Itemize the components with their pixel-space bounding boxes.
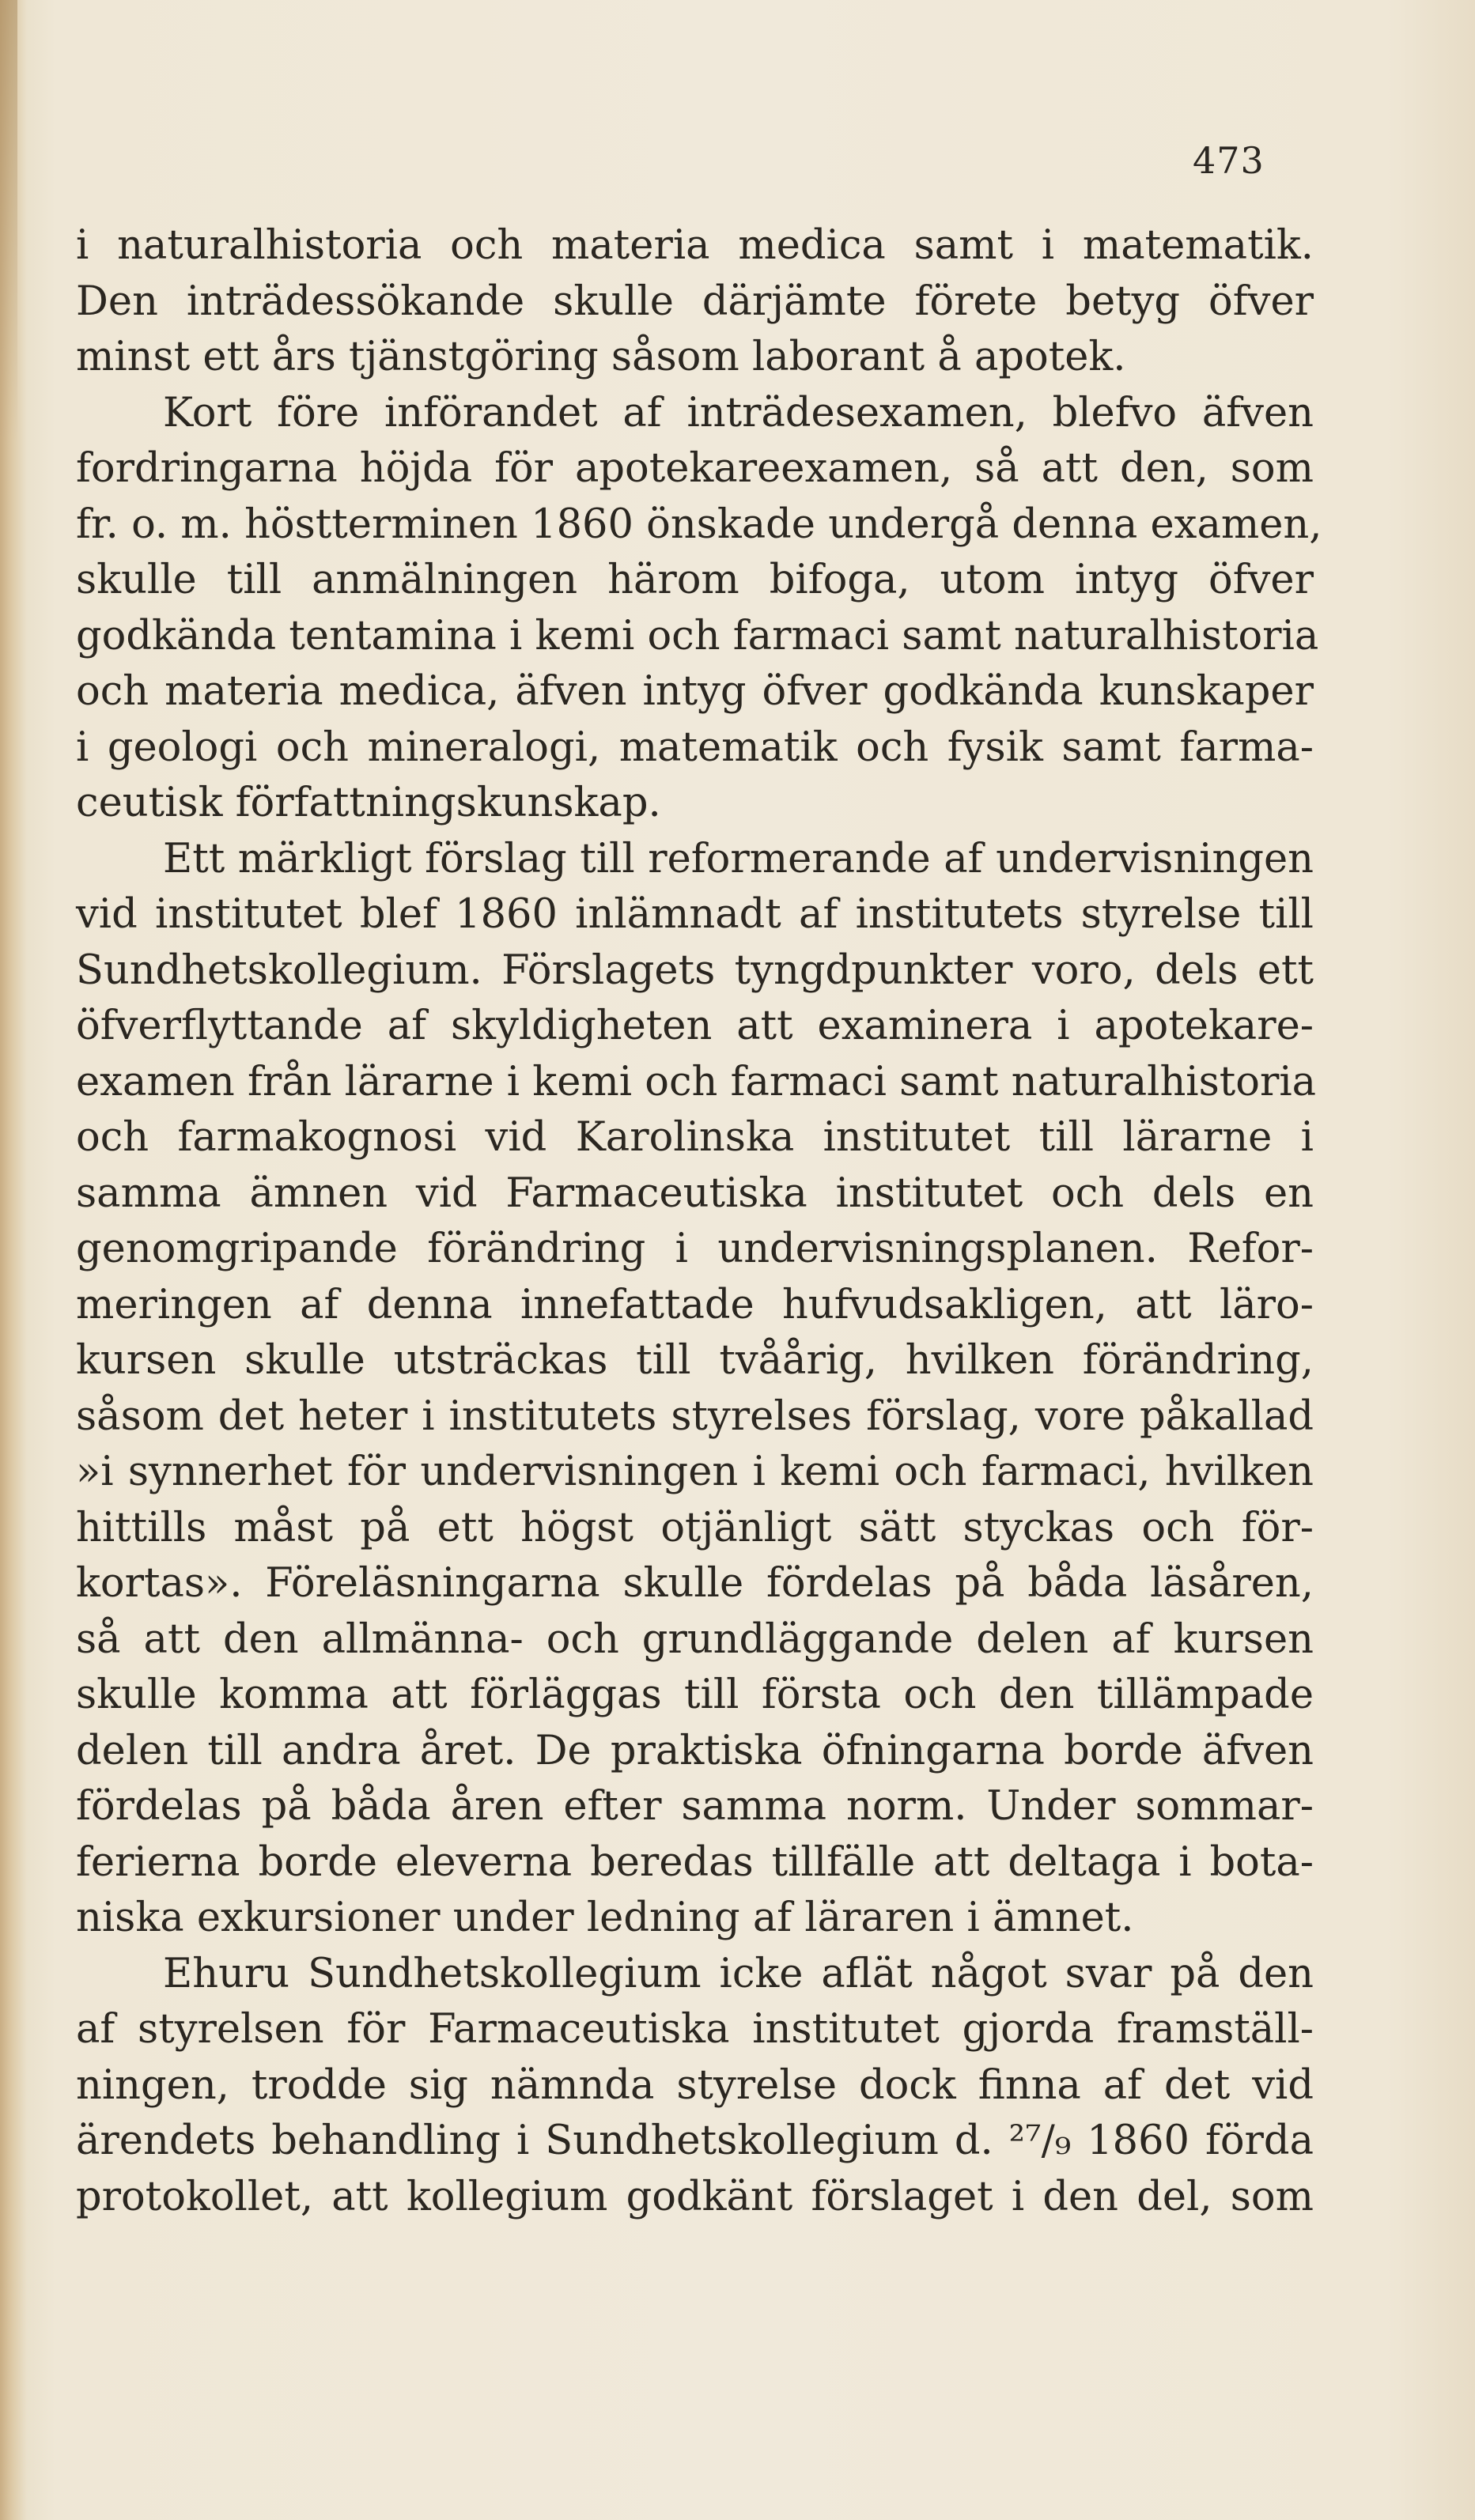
text-line: ceutisk författningskunskap. xyxy=(76,780,661,826)
text-line: kortas». Föreläsningarna skulle fördelas på båda läsåren, xyxy=(76,1560,1314,1607)
text-line: i naturalhistoria och materia medica samt i matematik. xyxy=(76,222,1314,269)
text-line: så att den allmänna- och grundläggande delen af kursen xyxy=(76,1615,1314,1663)
text-line: examen från lärarne i kemi och farmaci samt naturalhistoria xyxy=(76,1058,1317,1105)
text-line: öfverflyttande af skyldigheten att examinera i apotekare- xyxy=(76,1003,1314,1049)
text-line: fr. o. m. höstterminen 1860 önskade undergå denna examen, xyxy=(76,501,1322,548)
text-line: vid institutet blef 1860 inlämnadt af institutets styrelse till xyxy=(76,891,1314,938)
body-text xyxy=(76,218,1322,2225)
text-line: fördelas på båda åren efter samma norm. Under sommar- xyxy=(76,1783,1314,1830)
text-line: och farmakognosi vid Karolinska institutet till lärarne i xyxy=(76,1114,1314,1161)
text-line: niska exkursioner under ledning af läraren i ämnet. xyxy=(76,1895,1134,1941)
paragraph-start-line: Ett märkligt förslag till reformerande af undervisningen xyxy=(163,835,1314,882)
text-line: ärendets behandling i Sundhetskollegium d. ²⁷/₉ 1860 förda xyxy=(76,2118,1314,2164)
page-number: 473 xyxy=(1193,139,1265,182)
text-line: protokollet, att kollegium godkänt förslaget i den del, som xyxy=(76,2173,1314,2220)
text-line: Den inträdessökande skulle därjämte förete betyg öfver xyxy=(76,278,1314,325)
text-line: meringen af denna innefattade hufvudsakligen, att läro- xyxy=(76,1281,1314,1328)
text-line: genomgripande förändring i undervisningsplanen. Refor- xyxy=(76,1226,1314,1272)
text-line: samma ämnen vid Farmaceutiska institutet och dels en xyxy=(76,1169,1314,1217)
paragraph-start-line: Ehuru Sundhetskollegium icke aflät något svar på den xyxy=(163,1950,1314,1997)
text-line: minst ett års tjänstgöring såsom laborant å apotek. xyxy=(76,334,1126,380)
text-line: Sundhetskollegium. Förslagets tyngdpunkter voro, dels ett xyxy=(76,946,1314,994)
text-line: ferierna borde eleverna beredas tillfälle att deltaga i bota- xyxy=(76,1838,1314,1886)
text-line: af styrelsen för Farmaceutiska institutet gjorda framställ- xyxy=(76,2006,1314,2053)
text-line: skulle till anmälningen härom bifoga, utom intyg öfver xyxy=(76,557,1314,603)
text-line: »i synnerhet för undervisningen i kemi och farmaci, hvilken xyxy=(76,1449,1314,1495)
text-line: skulle komma att förläggas till första och den tillämpade xyxy=(76,1672,1314,1718)
text-line: kursen skulle utsträckas till tvåårig, hvilken förändring, xyxy=(76,1337,1314,1384)
paragraph-start-line: Kort före införandet af inträdesexamen, blefvo äfven xyxy=(163,389,1314,436)
text-line: och materia medica, äfven intyg öfver godkända kunskaper xyxy=(76,668,1314,715)
text-line: delen till andra året. De praktiska öfningarna borde äfven xyxy=(76,1727,1314,1774)
text-line: ningen, trodde sig nämnda styrelse dock finna af det vid xyxy=(76,2061,1314,2109)
text-line: godkända tentamina i kemi och farmaci samt naturalhistoria xyxy=(76,612,1319,659)
text-line: fordringarna höjda för apotekareexamen, så att den, som xyxy=(76,445,1314,492)
page-edge-shadow xyxy=(0,0,17,443)
text-line: hittills måst på ett högst otjänligt sätt styckas och för- xyxy=(76,1504,1314,1551)
text-line: såsom det heter i institutets styrelses förslag, vore påkallad xyxy=(76,1392,1314,1440)
text-line: i geologi och mineralogi, matematik och fysik samt farma- xyxy=(76,724,1314,771)
